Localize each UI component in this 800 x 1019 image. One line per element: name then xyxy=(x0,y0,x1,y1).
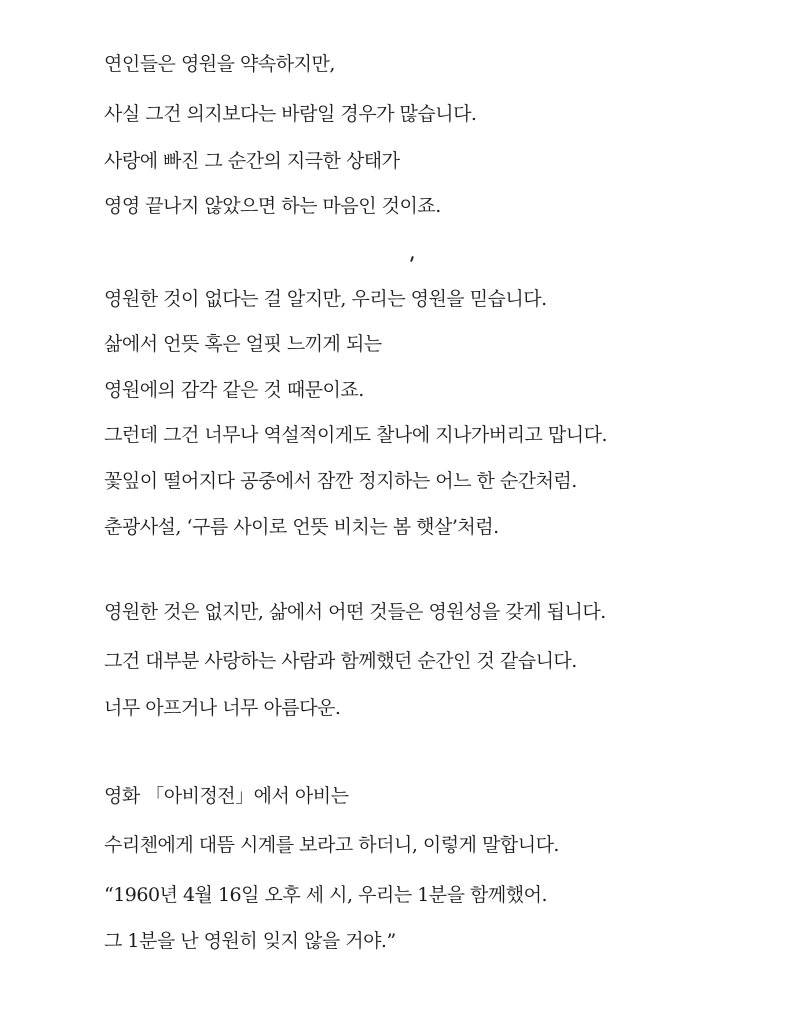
text-line: 그건 대부분 사랑하는 사람과 함께했던 순간인 것 같습니다. xyxy=(104,650,577,672)
quote-line: 그 1분을 난 영원히 잊지 않을 거야.” xyxy=(104,930,396,952)
text-line: 삶에서 언뜻 혹은 얼핏 느끼게 되는 xyxy=(104,333,382,355)
text-line: 너무 아프거나 너무 아름다운. xyxy=(104,697,341,719)
text-line: 영영 끝나지 않았으면 하는 마음인 것이죠. xyxy=(104,195,441,217)
text-line: 영원한 것은 없지만, 삶에서 어떤 것들은 영원성을 갖게 됩니다. xyxy=(104,601,606,623)
text-line: 영화 「아비정전」에서 아비는 xyxy=(104,785,349,807)
stray-ink-mark xyxy=(410,256,414,262)
text-line: 연인들은 영원을 약속하지만, xyxy=(104,53,335,75)
text-line: 그런데 그건 너무나 역설적이게도 찰나에 지나가버리고 맙니다. xyxy=(104,424,607,446)
text-line: 춘광사설, ‘구름 사이로 언뜻 비치는 봄 햇살’처럼. xyxy=(104,516,499,538)
text-line: 꽃잎이 떨어지다 공중에서 잠깐 정지하는 어느 한 순간처럼. xyxy=(104,470,577,492)
text-line: 영원한 것이 없다는 걸 알지만, 우리는 영원을 믿습니다. xyxy=(104,288,547,310)
text-line: 사실 그건 의지보다는 바람일 경우가 많습니다. xyxy=(104,103,477,125)
quote-line: “1960년 4월 16일 오후 세 시, 우리는 1분을 함께했어. xyxy=(104,884,547,906)
text-line: 수리첸에게 대뜸 시계를 보라고 하더니, 이렇게 말합니다. xyxy=(104,834,559,856)
text-line: 사랑에 빠진 그 순간의 지극한 상태가 xyxy=(104,150,400,172)
text-line: 영원에의 감각 같은 것 때문이죠. xyxy=(104,379,364,401)
